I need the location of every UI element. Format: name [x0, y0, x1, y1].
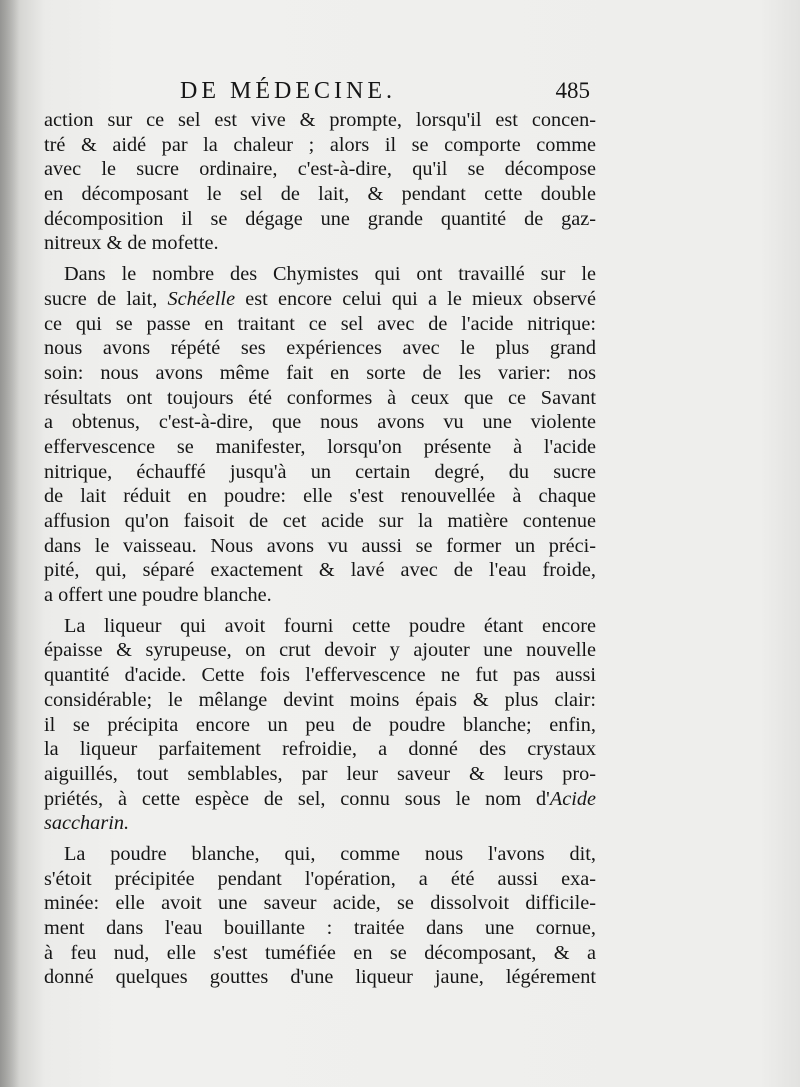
text-line: il se précipita encore un peu de poudre blanche; enfin, — [44, 713, 596, 736]
text-line: La liqueur qui avoit fourni cette poudre étant encore — [64, 614, 596, 637]
text-line: nous avons répété ses expériences avec le plus grand — [44, 337, 596, 360]
text-line: en décomposant le sel de lait, & pendant cette double — [44, 183, 596, 206]
text-line: nitreux & de mofette. — [44, 232, 219, 255]
paragraph-4 — [44, 842, 596, 990]
running-title: DE MÉDECINE. — [180, 78, 396, 104]
gutter-shadow — [0, 0, 20, 1087]
text-segment: priétés, à cette espèce de sel, connu sous le nom d' — [44, 787, 550, 810]
text-segment: sucre de lait, — [44, 287, 158, 310]
text-line: décomposition il se dégage une grande quantité de gaz- — [44, 207, 596, 230]
text-line: minée: elle avoit une saveur acide, se dissolvoit difficile- — [44, 892, 596, 915]
page-number: 485 — [555, 78, 590, 103]
text-line: Dans le nombre des Chymistes qui ont travaillé sur le — [64, 263, 596, 286]
text-line-with-term — [44, 787, 596, 812]
text-line: s'étoit précipitée pendant l'opération, a été aussi exa- — [44, 867, 596, 890]
text-line: pité, qui, séparé exactement & lavé avec de l'eau froide, — [44, 559, 596, 582]
text-line: aiguillés, tout semblables, par leur saveur & leurs pro- — [44, 762, 596, 785]
text-segment: est encore celui qui a le mieux observé — [245, 287, 596, 310]
text-line: épaisse & syrupeuse, on crut devoir y ajouter une nouvelle — [44, 639, 596, 662]
text-line: résultats ont toujours été conformes à ceux que ce Savant — [44, 386, 596, 409]
text-line: action sur ce sel est vive & prompte, lorsqu'il est concen- — [44, 109, 596, 131]
text-line: ment dans l'eau bouillante : traitée dans une cornue, — [44, 917, 596, 939]
chemist-name: Schéelle — [167, 287, 236, 310]
paragraph-1 — [44, 108, 596, 256]
text-line: a offert une poudre blanche. — [44, 584, 272, 607]
text-line: avec le sucre ordinaire, c'est-à-dire, qu'il se décompose — [44, 158, 596, 181]
text-line: soin: nous avons même fait en sorte de les varier: nos — [44, 361, 596, 384]
text-line: dans le vaisseau. Nous avons vu aussi se former un préci- — [44, 534, 596, 557]
text-line: a obtenus, c'est-à-dire, que nous avons vu une violente — [44, 411, 596, 434]
text-line: quantité d'acide. Cette fois l'effervescence ne fut pas aussi — [44, 664, 596, 687]
text-line-with-name — [44, 287, 596, 312]
text-line: La poudre blanche, qui, comme nous l'avons dit, — [64, 842, 596, 865]
text-line: donné quelques gouttes d'une liqueur jaune, légérement — [44, 966, 596, 989]
text-line: effervescence se manifester, lorsqu'on présente à l'acide — [44, 435, 596, 458]
running-head — [180, 78, 590, 108]
text-line: considérable; le mêlange devint moins épais & plus clair: — [44, 688, 596, 711]
text-line: la liqueur parfaitement refroidie, a donné des crystaux — [44, 738, 596, 761]
text-line: à feu nud, elle s'est tuméfiée en se décomposant, & a — [44, 941, 596, 964]
text-line: affusion qu'on faisoit de cet acide sur la matière contenue — [44, 510, 596, 532]
text-line: nitrique, échauffé jusqu'à un certain degré, du sucre — [44, 460, 596, 483]
text-line: de lait réduit en poudre: elle s'est renouvellée à chaque — [44, 485, 596, 508]
text-line — [44, 811, 596, 836]
paragraph-2 — [44, 262, 596, 608]
paragraph-3 — [44, 614, 596, 836]
body-text — [44, 108, 596, 990]
text-line: tré & aidé par la chaleur ; alors il se comporte comme — [44, 133, 596, 156]
text-line: ce qui se passe en traitant ce sel avec de l'acide nitrique: — [44, 312, 596, 335]
chemical-term: saccharin. — [44, 812, 130, 835]
chemical-term: Acide — [549, 787, 596, 810]
